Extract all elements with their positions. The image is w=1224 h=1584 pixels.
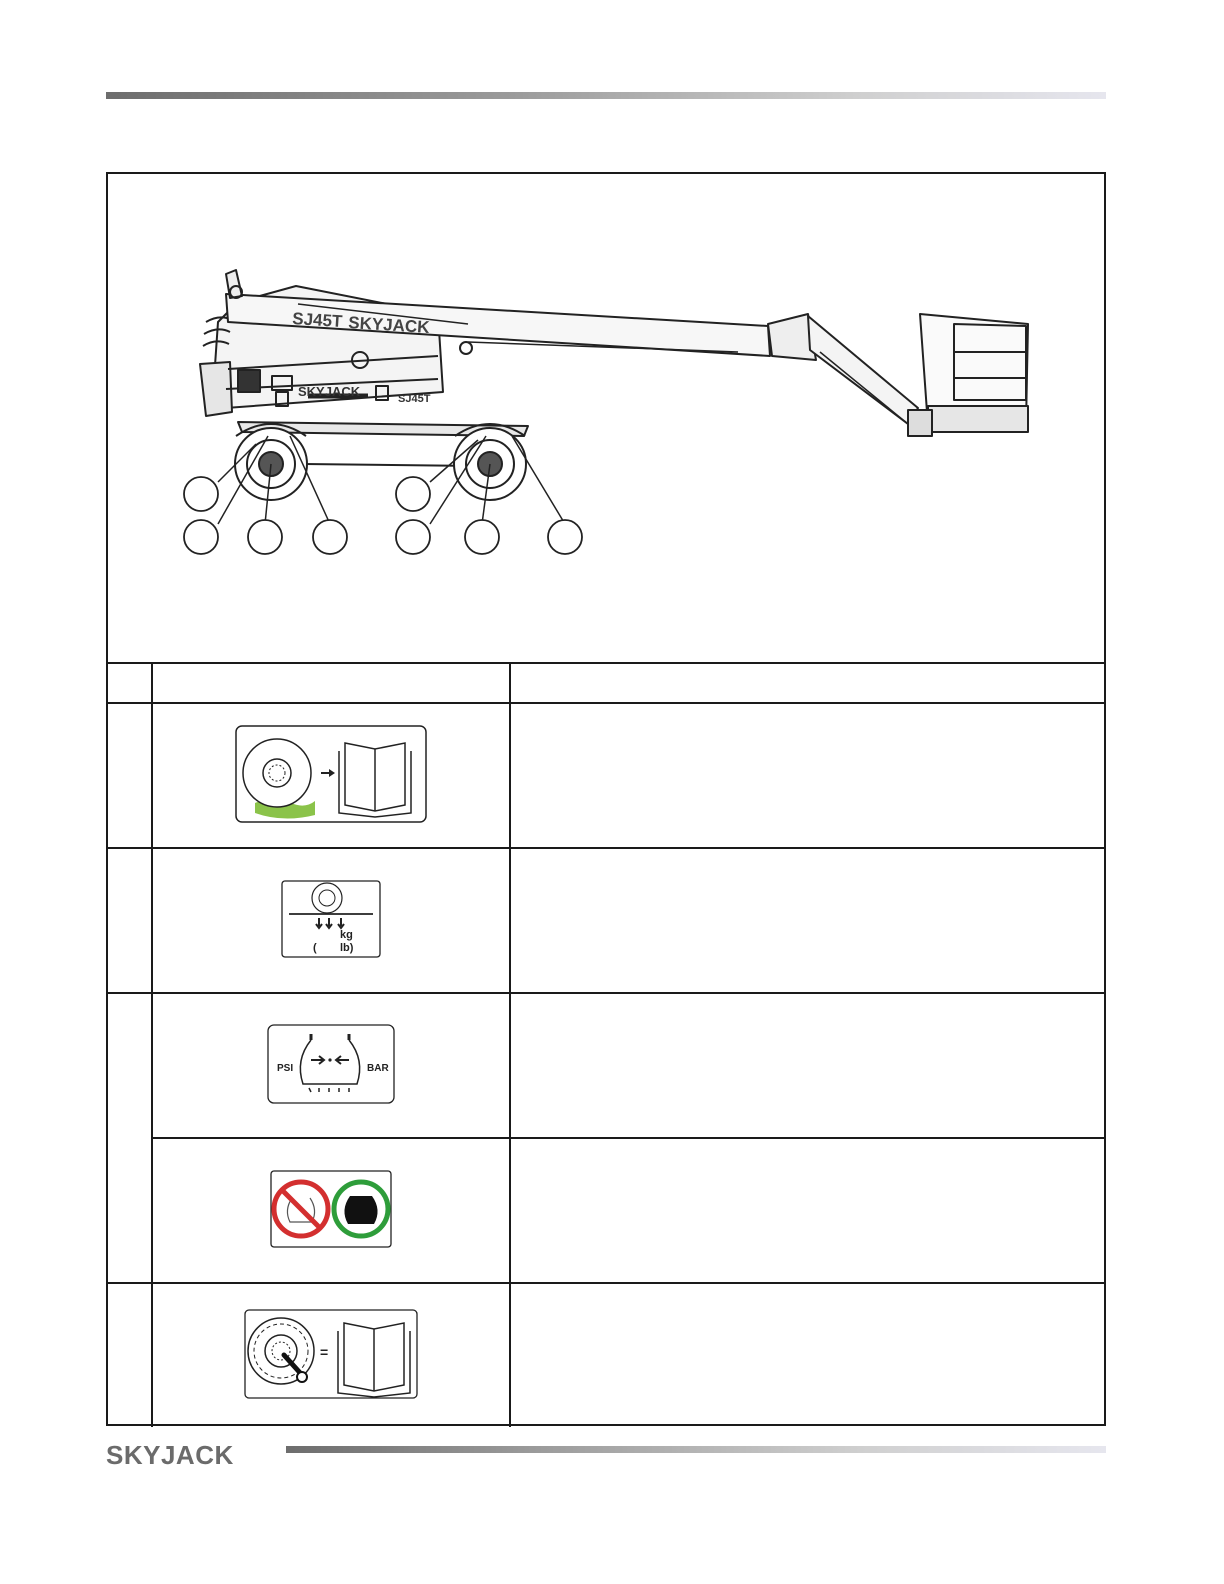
boom-model-text: SJ45T xyxy=(291,309,343,332)
table-row xyxy=(108,1283,1104,1427)
description-cell xyxy=(510,1283,1104,1427)
boom-lift-illustration xyxy=(108,174,1104,662)
no-air-foam-filled-icon xyxy=(270,1170,392,1248)
decal-cell xyxy=(152,703,510,848)
description-cell xyxy=(510,993,1104,1138)
item-cell xyxy=(108,1283,152,1427)
callout-bubble xyxy=(184,520,218,554)
skyjack-logo xyxy=(106,1440,281,1470)
footer-rule xyxy=(286,1446,1106,1453)
unit-lb-label: lb) xyxy=(340,942,354,954)
header-item-cell xyxy=(108,663,152,703)
header-decal-cell xyxy=(152,663,510,703)
lug-nut-torque-manual-icon xyxy=(244,1309,418,1399)
description-cell xyxy=(510,1138,1104,1283)
callout-bubble xyxy=(248,520,282,554)
wheel-load-icon xyxy=(281,880,381,958)
table-row xyxy=(108,703,1104,848)
bar-label: BAR xyxy=(367,1063,389,1074)
decal-location-frame xyxy=(106,172,1106,1426)
item-cell xyxy=(108,848,152,993)
callout-bubble xyxy=(184,477,218,511)
decal-table xyxy=(108,662,1104,1427)
callout-bubble xyxy=(465,520,499,554)
unit-kg-label: kg xyxy=(340,929,353,941)
table-row xyxy=(108,1138,1104,1283)
base-model-text: SJ45T xyxy=(398,393,431,405)
machine-figure xyxy=(108,174,1104,662)
psi-label: PSI xyxy=(277,1063,294,1074)
header-rule xyxy=(106,92,1106,99)
equals-label: = xyxy=(320,1344,329,1360)
callout-bubble xyxy=(548,520,582,554)
table-header-row xyxy=(108,663,1104,703)
item-cell xyxy=(108,703,152,848)
wheel-to-manual-icon xyxy=(235,725,427,823)
logo-text: SKYJACK xyxy=(106,1440,234,1470)
table-row xyxy=(108,993,1104,1138)
callout-bubble xyxy=(396,520,430,554)
decal-cell xyxy=(152,993,510,1138)
boom-brand-text: SKYJACK xyxy=(347,313,431,337)
table-row xyxy=(108,848,1104,993)
header-description-cell xyxy=(510,663,1104,703)
decal-cell xyxy=(152,1283,510,1427)
base-brand-text: SKYJACK xyxy=(298,384,361,399)
description-cell xyxy=(510,848,1104,993)
item-cell xyxy=(108,993,152,1283)
paren-label: ( xyxy=(313,942,317,954)
tire-pressure-icon xyxy=(267,1024,395,1104)
decal-cell xyxy=(152,1138,510,1283)
callout-bubble xyxy=(396,477,430,511)
decal-cell xyxy=(152,848,510,993)
description-cell xyxy=(510,703,1104,848)
callout-bubble xyxy=(313,520,347,554)
